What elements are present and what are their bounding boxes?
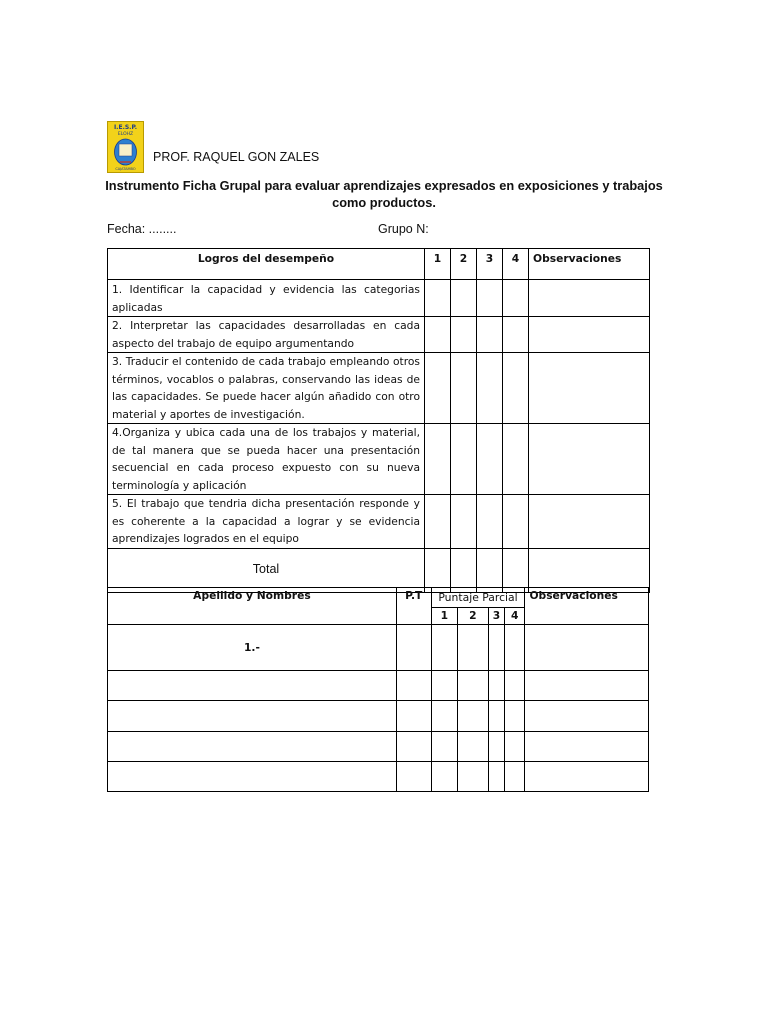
score-cell[interactable] — [425, 495, 451, 549]
score-cell[interactable] — [488, 701, 504, 732]
table-row — [108, 495, 650, 549]
table-row — [108, 732, 649, 762]
score-cell[interactable] — [505, 625, 525, 671]
table-row — [108, 625, 649, 671]
score-cell[interactable] — [477, 353, 503, 424]
subheader-4: 4 — [505, 608, 525, 625]
score-cell[interactable] — [425, 353, 451, 424]
observation-cell[interactable] — [529, 353, 650, 424]
professor-name: PROF. RAQUEL GON ZALES — [153, 150, 320, 164]
table-row — [108, 671, 649, 701]
score-cell[interactable] — [477, 495, 503, 549]
header-score-4: 4 — [503, 249, 529, 280]
observation-cell[interactable] — [525, 625, 649, 671]
total-row — [108, 548, 650, 592]
observation-cell[interactable] — [525, 701, 649, 732]
group-field: Grupo N: — [378, 222, 429, 236]
observation-cell[interactable] — [525, 671, 649, 701]
score-cell[interactable] — [503, 280, 529, 317]
svg-text:ELOHZ: ELOHZ — [117, 132, 134, 137]
score-cell[interactable] — [503, 353, 529, 424]
header-puntaje-parcial: Puntaje Parcial — [431, 588, 525, 608]
score-cell[interactable] — [477, 280, 503, 317]
name-cell[interactable] — [108, 701, 397, 732]
score-cell[interactable] — [505, 732, 525, 762]
observation-cell[interactable] — [525, 762, 649, 792]
pt-cell[interactable] — [396, 701, 431, 732]
header-observaciones: Observaciones — [525, 588, 649, 625]
score-cell[interactable] — [458, 762, 489, 792]
score-cell[interactable] — [488, 671, 504, 701]
criterion-3: 3. Traducir el contenido de cada trabajo empleando otros términos, vocablos o palabras, conservando las ideas de las capacidades. Se puede hacer algún añadido con otro material y aportes de investigación. — [108, 353, 425, 424]
criterion-2: 2. Interpretar las capacidades desarrolladas en cada aspecto del trabajo de equipo argumentando — [108, 317, 425, 353]
subheader-3: 3 — [488, 608, 504, 625]
score-cell[interactable] — [451, 353, 477, 424]
score-cell[interactable] — [431, 701, 458, 732]
header-apellidos: Apellido y Nombres — [108, 588, 397, 625]
total-label: Total — [108, 548, 425, 592]
score-cell[interactable] — [425, 317, 451, 353]
score-cell[interactable] — [431, 625, 458, 671]
criterion-5: 5. El trabajo que tendria dicha presentación responde y es coherente a la capacidad a lograr y se evidencia aprendizajes logrados en el equipo — [108, 495, 425, 549]
score-cell[interactable] — [431, 732, 458, 762]
header-pt: P.T — [396, 588, 431, 625]
score-cell[interactable] — [425, 548, 451, 592]
score-cell[interactable] — [451, 424, 477, 495]
students-table — [107, 587, 649, 792]
score-cell[interactable] — [477, 317, 503, 353]
date-field: Fecha: ........ — [107, 222, 177, 236]
score-cell[interactable] — [458, 732, 489, 762]
score-cell[interactable] — [431, 671, 458, 701]
header-observaciones: Observaciones — [529, 249, 650, 280]
score-cell[interactable] — [503, 424, 529, 495]
header-logros: Logros del desempeño — [108, 249, 425, 280]
score-cell[interactable] — [505, 762, 525, 792]
score-cell[interactable] — [458, 625, 489, 671]
score-cell[interactable] — [488, 762, 504, 792]
score-cell[interactable] — [458, 671, 489, 701]
table-row — [108, 701, 649, 732]
score-cell[interactable] — [488, 625, 504, 671]
score-cell[interactable] — [451, 280, 477, 317]
pt-cell[interactable] — [396, 762, 431, 792]
observation-cell[interactable] — [529, 495, 650, 549]
student-1-label: 1.- — [108, 625, 397, 671]
table-row — [108, 280, 650, 317]
score-cell[interactable] — [503, 548, 529, 592]
table-row — [108, 353, 650, 424]
svg-text:CAJATAMBO: CAJATAMBO — [115, 167, 136, 171]
pt-cell[interactable] — [396, 625, 431, 671]
observation-cell[interactable] — [525, 732, 649, 762]
criterion-1: 1. Identificar la capacidad y evidencia las categorias aplicadas — [108, 280, 425, 317]
pt-cell[interactable] — [396, 671, 431, 701]
observation-cell[interactable] — [529, 317, 650, 353]
score-cell[interactable] — [505, 701, 525, 732]
svg-text:I.E.S.P.: I.E.S.P. — [113, 124, 138, 131]
table-header-row — [108, 249, 650, 280]
header-score-2: 2 — [451, 249, 477, 280]
subheader-2: 2 — [458, 608, 489, 625]
name-cell[interactable] — [108, 762, 397, 792]
score-cell[interactable] — [477, 424, 503, 495]
table-row — [108, 424, 650, 495]
document-title: Instrumento Ficha Grupal para evaluar aprendizajes expresados en exposiciones y trabajos como productos. — [105, 178, 663, 210]
subheader-1: 1 — [431, 608, 458, 625]
score-cell[interactable] — [451, 495, 477, 549]
score-cell[interactable] — [425, 424, 451, 495]
table-header-row — [108, 588, 649, 608]
header-score-3: 3 — [477, 249, 503, 280]
score-cell[interactable] — [505, 671, 525, 701]
observation-cell[interactable] — [529, 548, 650, 592]
observation-cell[interactable] — [529, 280, 650, 317]
name-cell[interactable] — [108, 671, 397, 701]
table-row — [108, 317, 650, 353]
score-cell[interactable] — [431, 762, 458, 792]
score-cell[interactable] — [477, 548, 503, 592]
score-cell[interactable] — [488, 732, 504, 762]
score-cell[interactable] — [425, 280, 451, 317]
name-cell[interactable] — [108, 732, 397, 762]
pt-cell[interactable] — [396, 732, 431, 762]
table-row — [108, 762, 649, 792]
score-cell[interactable] — [451, 317, 477, 353]
header-score-1: 1 — [425, 249, 451, 280]
score-cell[interactable] — [503, 495, 529, 549]
institution-logo — [107, 121, 144, 173]
score-cell[interactable] — [458, 701, 489, 732]
score-cell[interactable] — [503, 317, 529, 353]
performance-table — [107, 248, 650, 593]
observation-cell[interactable] — [529, 424, 650, 495]
score-cell[interactable] — [451, 548, 477, 592]
criterion-4: 4.Organiza y ubica cada una de los trabajos y material, de tal manera que se pueda hacer una presentación secuencial en cada proceso expuesto con su nueva terminología y aplicación — [108, 424, 425, 495]
